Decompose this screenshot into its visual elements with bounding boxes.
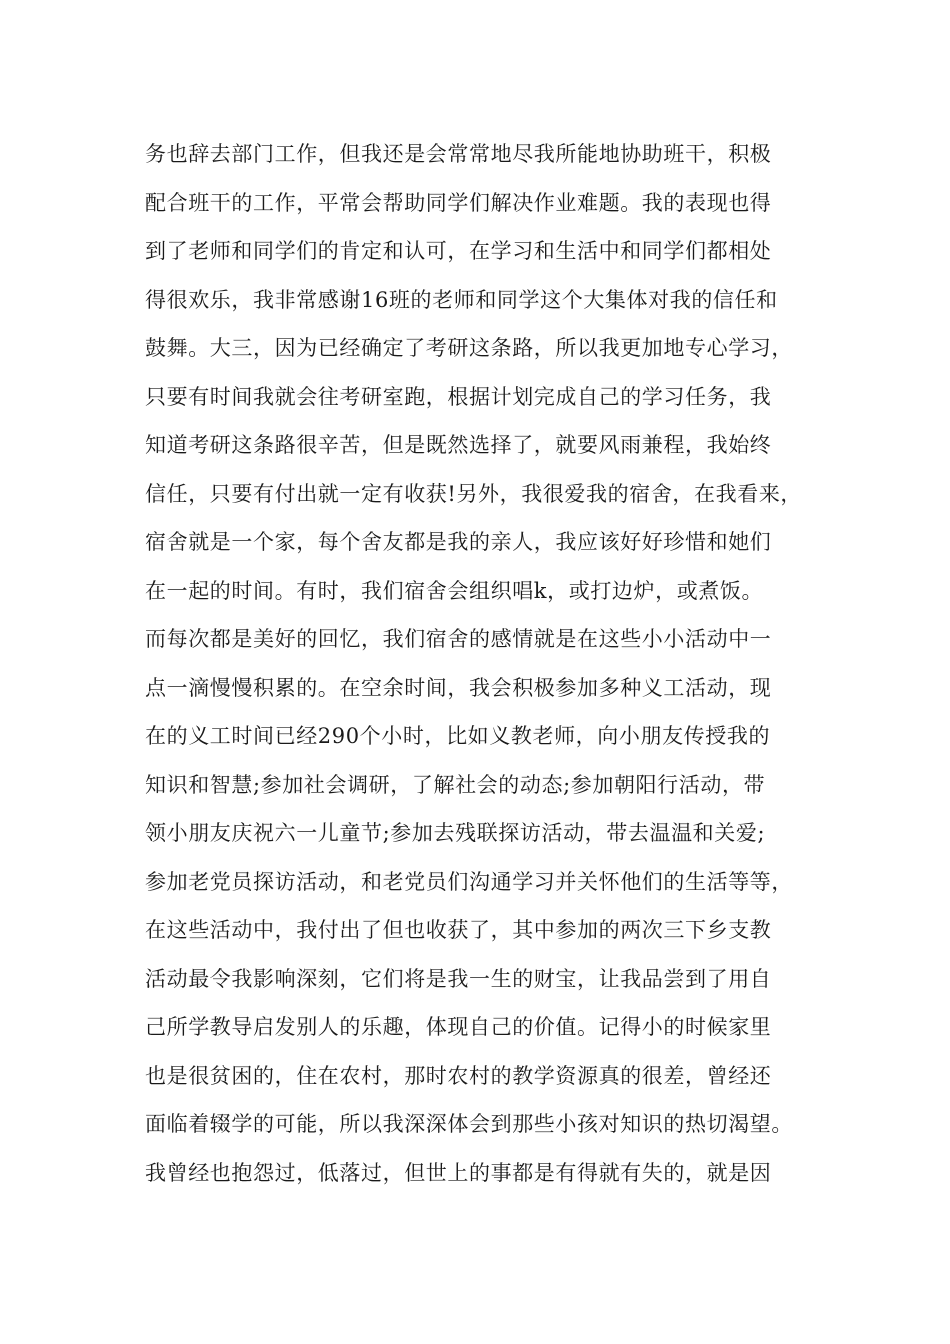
text-line: 我曾经也抱怨过，低落过，但世上的事都是有得就有失的，就是因 bbox=[145, 1160, 772, 1185]
text-line: 配合班干的工作，平常会帮助同学们解决作业难题。我的表现也得 bbox=[145, 190, 772, 215]
text-line: 鼓舞。大三，因为已经确定了考研这条路，所以我更加地专心学习， bbox=[145, 336, 793, 360]
text-line: 知道考研这条路很辛苦，但是既然选择了，就要风雨兼程，我始终 bbox=[145, 433, 772, 457]
text-line: 在一起的时间。有时，我们宿舍会组织唱k，或打边炉，或煮饭。 bbox=[145, 578, 764, 603]
text-line: 活动最令我影响深刻，它们将是我一生的财宝，让我品尝到了用自 bbox=[145, 966, 772, 991]
text-line: 而每次都是美好的回忆，我们宿舍的感情就是在这些小小活动中一 bbox=[145, 627, 772, 651]
text-line: 务也辞去部门工作，但我还是会常常地尽我所能地协助班干，积极 bbox=[145, 142, 772, 166]
text-line: 信任，只要有付出就一定有收获!另外，我很爱我的宿舍，在我看来， bbox=[145, 481, 803, 506]
text-line: 到了老师和同学们的肯定和认可，在学习和生活中和同学们都相处 bbox=[145, 239, 772, 263]
text-line: 点一滴慢慢积累的。在空余时间，我会积极参加多种义工活动，现 bbox=[145, 675, 772, 700]
text-line: 参加老党员探访活动，和老党员们沟通学习并关怀他们的生活等等， bbox=[145, 869, 793, 894]
text-line: 也是很贫困的，住在农村，那时农村的教学资源真的很差，曾经还 bbox=[145, 1063, 772, 1088]
text-line: 己所学教导启发别人的乐趣，体现自己的价值。记得小的时候家里 bbox=[145, 1015, 772, 1039]
text-line: 面临着辍学的可能，所以我深深体会到那些小孩对知识的热切渴望。 bbox=[145, 1112, 793, 1136]
text-line: 领小朋友庆祝六一儿童节;参加去残联探访活动，带去温温和关爱; bbox=[145, 821, 766, 845]
text-line: 得很欢乐，我非常感谢16班的老师和同学这个大集体对我的信任和 bbox=[145, 287, 778, 312]
text-line: 宿舍就是一个家，每个舍友都是我的亲人，我应该好好珍惜和她们 bbox=[145, 530, 772, 554]
text-line: 知识和智慧;参加社会调研，了解社会的动态;参加朝阳行活动，带 bbox=[145, 772, 766, 797]
text-line: 只要有时间我就会往考研室跑，根据计划完成自己的学习任务，我 bbox=[145, 384, 772, 409]
body-text bbox=[145, 130, 825, 1197]
text-line: 在的义工时间已经290个小时，比如义教老师，向小朋友传授我的 bbox=[145, 724, 771, 748]
text-line: 在这些活动中，我付出了但也收获了，其中参加的两次三下乡支教 bbox=[145, 918, 772, 942]
